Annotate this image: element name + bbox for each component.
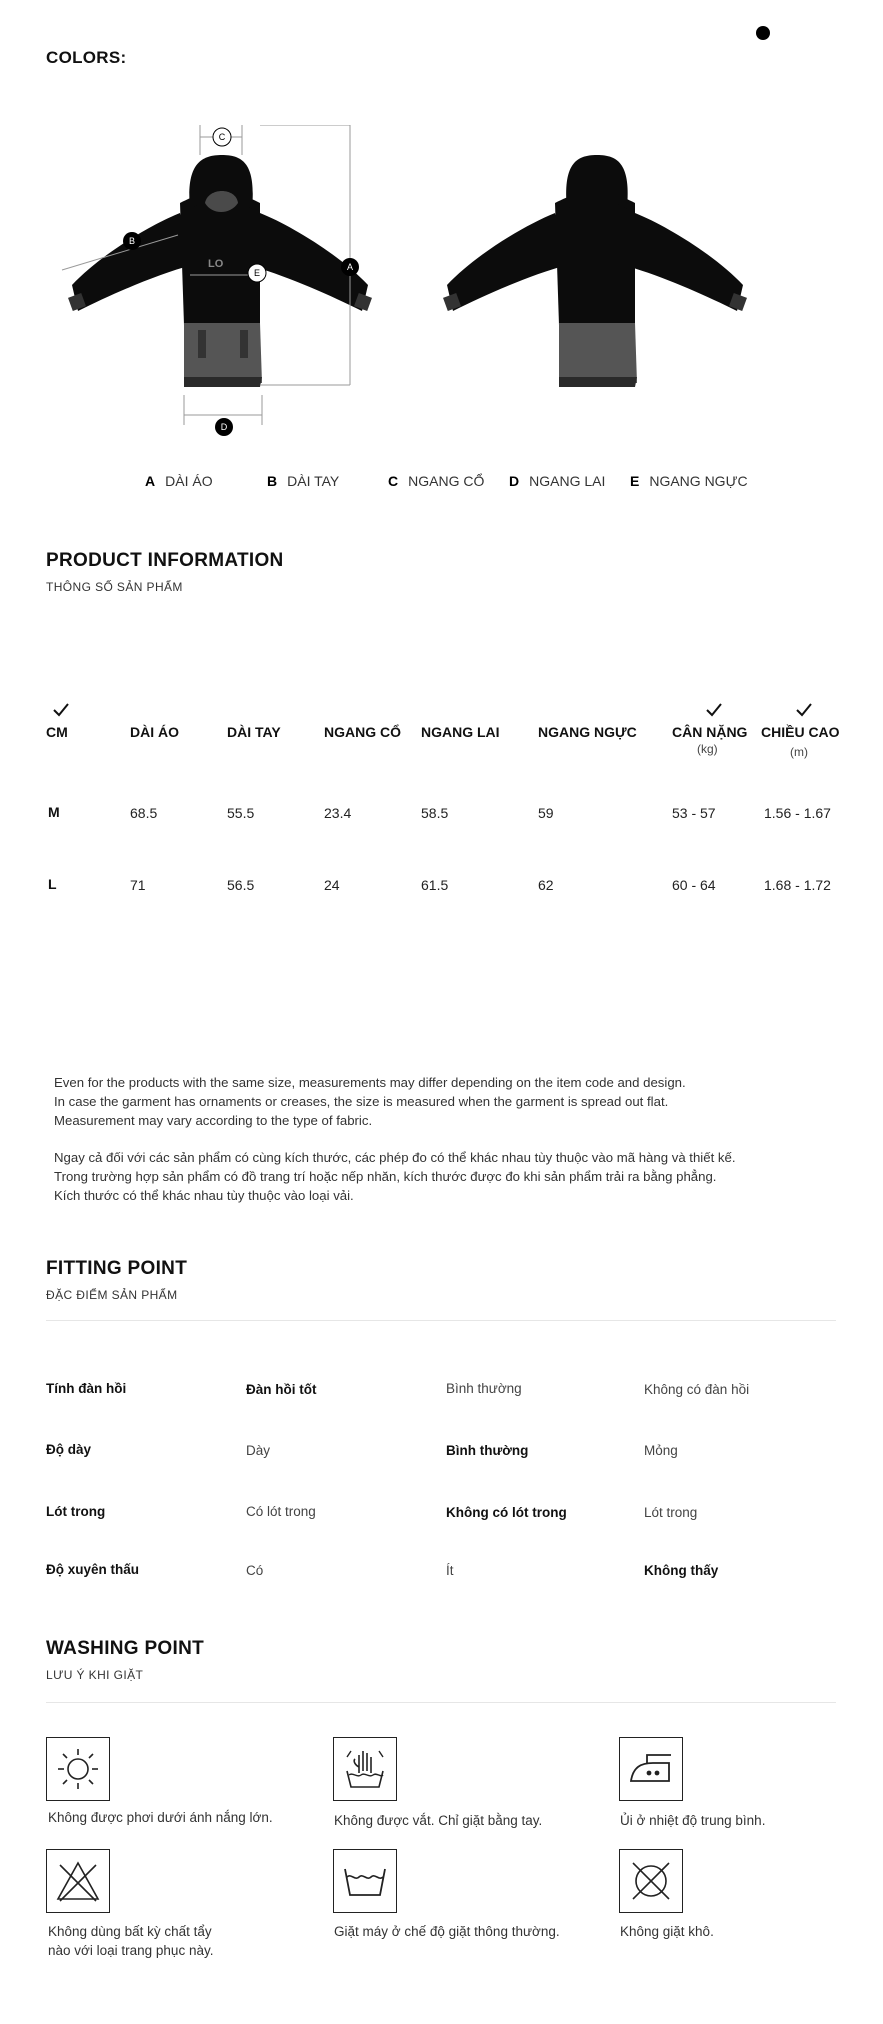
measurement-notes-en: Even for the products with the same size, measurements may differ depending on the item code and design. In case the garment has ornaments or creases, the size is measured when the garment is spread out flat. Measurement may vary according to the type of fabric.	[54, 1075, 686, 1128]
table-cell: 59	[538, 805, 554, 821]
unit-kg: (kg)	[697, 742, 718, 756]
svg-text:B: B	[128, 236, 136, 246]
garment-measurement-diagram	[60, 125, 830, 445]
sun-icon	[46, 1737, 110, 1801]
iron-medium-icon	[619, 1737, 683, 1801]
washing-title: WASHING POINT	[46, 1638, 205, 1659]
fit-option: Lót trong	[644, 1505, 698, 1520]
fit-option: Có	[246, 1563, 264, 1578]
legend-b: B DÀI TAY	[267, 473, 340, 489]
fit-option: Không thấy	[644, 1563, 719, 1578]
svg-text:A: A	[346, 262, 354, 272]
table-cell: 55.5	[227, 805, 255, 821]
table-cell: 58.5	[421, 805, 449, 821]
fit-option: Đàn hồi tốt	[246, 1382, 317, 1397]
colors-heading: COLORS:	[46, 48, 127, 67]
hoodie-back	[443, 155, 747, 387]
fit-option: Bình thường	[446, 1381, 522, 1396]
fit-option: Không có lót trong	[446, 1505, 567, 1520]
no-dry-clean-icon	[619, 1849, 683, 1913]
check-icon	[795, 702, 813, 718]
wash-text-hand: Không được vắt. Chỉ giặt bằng tay.	[334, 1813, 543, 1828]
fit-label-thickness: Độ dày	[46, 1442, 92, 1457]
wash-text-dryclean: Không giặt khô.	[620, 1924, 714, 1939]
hand-wash-icon	[333, 1737, 397, 1801]
size-header-neck: NGANG CỔ	[324, 724, 401, 740]
color-swatch-black[interactable]	[756, 26, 770, 40]
fit-option: Không có đàn hồi	[644, 1382, 750, 1397]
fitting-title: FITTING POINT	[46, 1258, 188, 1279]
size-header-chest: NGANG NGỰC	[538, 724, 637, 740]
svg-text:C: C	[218, 132, 226, 142]
legend-c: C NGANG CỔ	[388, 473, 485, 489]
fit-option: Có lót trong	[246, 1504, 316, 1519]
table-cell: 1.68 - 1.72	[764, 877, 831, 893]
fit-option: Bình thường	[446, 1443, 529, 1458]
washing-subtitle: LƯU Ý KHI GIẶT	[46, 1668, 144, 1682]
table-cell: 1.56 - 1.67	[764, 805, 831, 821]
fit-label-lining: Lót trong	[46, 1504, 106, 1519]
size-header-sleeve: DÀI TAY	[227, 724, 281, 740]
legend-d: D NGANG LAI	[509, 473, 606, 489]
fit-option: Mỏng	[644, 1443, 678, 1458]
fit-label-elasticity: Tính đàn hồi	[46, 1381, 127, 1396]
size-header-length: DÀI ÁO	[130, 724, 179, 740]
size-header-height: CHIỀU CAO	[761, 724, 840, 740]
no-bleach-icon	[46, 1849, 110, 1913]
divider	[46, 1702, 836, 1703]
size-l-label: L	[48, 876, 57, 892]
size-m-label: M	[48, 804, 60, 820]
fit-option: Dày	[246, 1443, 271, 1458]
wash-text-bleach: Không dùng bất kỳ chất tẩy nào với loại trang phục này.	[48, 1924, 214, 1958]
table-cell: 53 - 57	[672, 805, 716, 821]
product-info-subtitle: THÔNG SỐ SẢN PHẨM	[46, 580, 183, 594]
legend-e: E NGANG NGỰC	[630, 473, 748, 489]
table-cell: 56.5	[227, 877, 255, 893]
fit-label-transparency: Độ xuyên thấu	[46, 1562, 140, 1577]
table-cell: 60 - 64	[672, 877, 716, 893]
table-cell: 61.5	[421, 877, 449, 893]
fitting-subtitle: ĐẶC ĐIỂM SẢN PHẨM	[46, 1288, 178, 1302]
wash-text-iron: Ủi ở nhiệt độ trung bình.	[620, 1813, 766, 1828]
svg-text:D: D	[220, 422, 228, 432]
unit-m: (m)	[790, 745, 808, 759]
size-header-hem: NGANG LAI	[421, 724, 500, 740]
table-cell: 24	[324, 877, 340, 893]
size-header-cm: CM	[46, 724, 68, 740]
table-cell: 71	[130, 877, 146, 893]
measurement-notes-vi: Ngay cả đối với các sản phẩm có cùng kích thước, các phép đo có thể khác nhau tùy thuộc vào mã hàng và thiết kế. Trong trường hợp sản phẩm có đồ trang trí hoặc nếp nhăn, kích thước được đo khi sản phẩm trải ra bằng phẳng. Kích thước có thể khác nhau tùy thuộc vào loại vải.	[54, 1150, 736, 1203]
machine-wash-icon	[333, 1849, 397, 1913]
svg-text:E: E	[253, 268, 261, 278]
fit-option: Ít	[446, 1563, 454, 1578]
table-cell: 68.5	[130, 805, 158, 821]
divider	[46, 1320, 836, 1321]
wash-text-machine: Giặt máy ở chế độ giặt thông thường.	[334, 1924, 560, 1939]
hoodie-front	[68, 155, 372, 387]
size-header-weight: CÂN NẶNG	[672, 724, 748, 740]
check-icon	[52, 702, 70, 718]
product-info-title: PRODUCT INFORMATION	[46, 550, 284, 571]
wash-text-sun: Không được phơi dưới ánh nắng lớn.	[48, 1810, 273, 1825]
chest-logo-text: LO	[208, 258, 224, 270]
check-icon	[705, 702, 723, 718]
table-cell: 23.4	[324, 805, 352, 821]
legend-a: A DÀI ÁO	[145, 473, 213, 489]
table-cell: 62	[538, 877, 554, 893]
